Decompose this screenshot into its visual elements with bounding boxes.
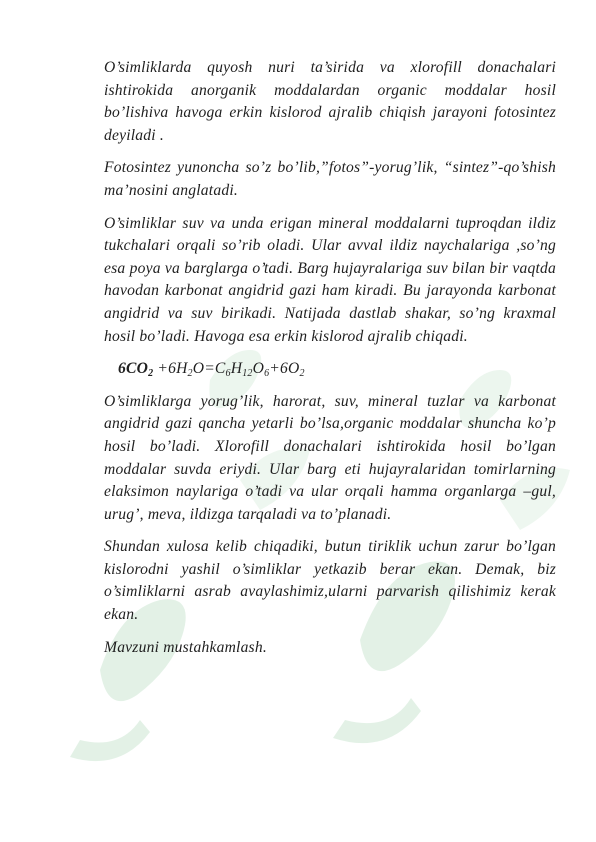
paragraph-conditions: O’simliklarga yorug’lik, harorat, suv, mineral tuzlar va karbonat angidrid gazi qancha yetarli bo’lsa,organic moddalar shuncha ko’p hosil bo’ladi. Xlorofill donachalari ishtirokida hosil bo’lgan moddalar suvda eriydi. Ular barg eti hujayralaridan tomirlarning elaksimon naylariga o’tadi va ular orqali hamma organlarga –gul, urug’, meva, ildizga tarqaladi va to’planadi.: [104, 392, 556, 523]
photosynthesis-formula: $6CO_2 +6H_2O=C_6H_{12}O_6+6O_2$: [118, 360, 305, 380]
document-body: [104, 57, 556, 669]
paragraph-conclusion: Shundan xulosa kelib chiqadiki, butun tiriklik uchun zarur bo’lgan kislorodni yashil o’simliklar yetkazib berar ekan. Demak, biz o’simliklarni asrab avaylashimiz,ularni parvarish qilishimiz kerak ekan.: [104, 538, 556, 624]
paragraph-process: O’simliklar suv va unda erigan mineral moddalarni tuproqdan ildiz tukchalari orqali so’rib oladi. Ular avval ildiz naychalariga ,so’ng esa poya va barglarga o’tadi. Barg hujayralariga suv bilan bir vaqtda havodan karbonat angidrid gazi ham kiradi. Bu jarayonda karbonat angidrid va suv birikadi. Natijada dastlab shakar, so’ng kraxmal hosil bo’ladi. Havoga esa erkin kislorod ajralib chiqadi.: [104, 214, 556, 345]
paragraph-etymology: Fotosintez yunoncha so’z bo’lib,”fotos”-yorug’lik, “sintez”-qo’shish ma’nosini anglatadi.: [104, 159, 556, 199]
paragraph-definition: O’simliklarda quyosh nuri ta’sirida va xlorofill donachalari ishtirokida anorganik moddalardan organic moddalar hosil bo’lishiva havoga erkin kislorod ajralib chiqish jarayoni fotosintez deyiladi .: [104, 59, 556, 144]
section-heading: Mavzuni mustahkamlash.: [104, 638, 267, 656]
